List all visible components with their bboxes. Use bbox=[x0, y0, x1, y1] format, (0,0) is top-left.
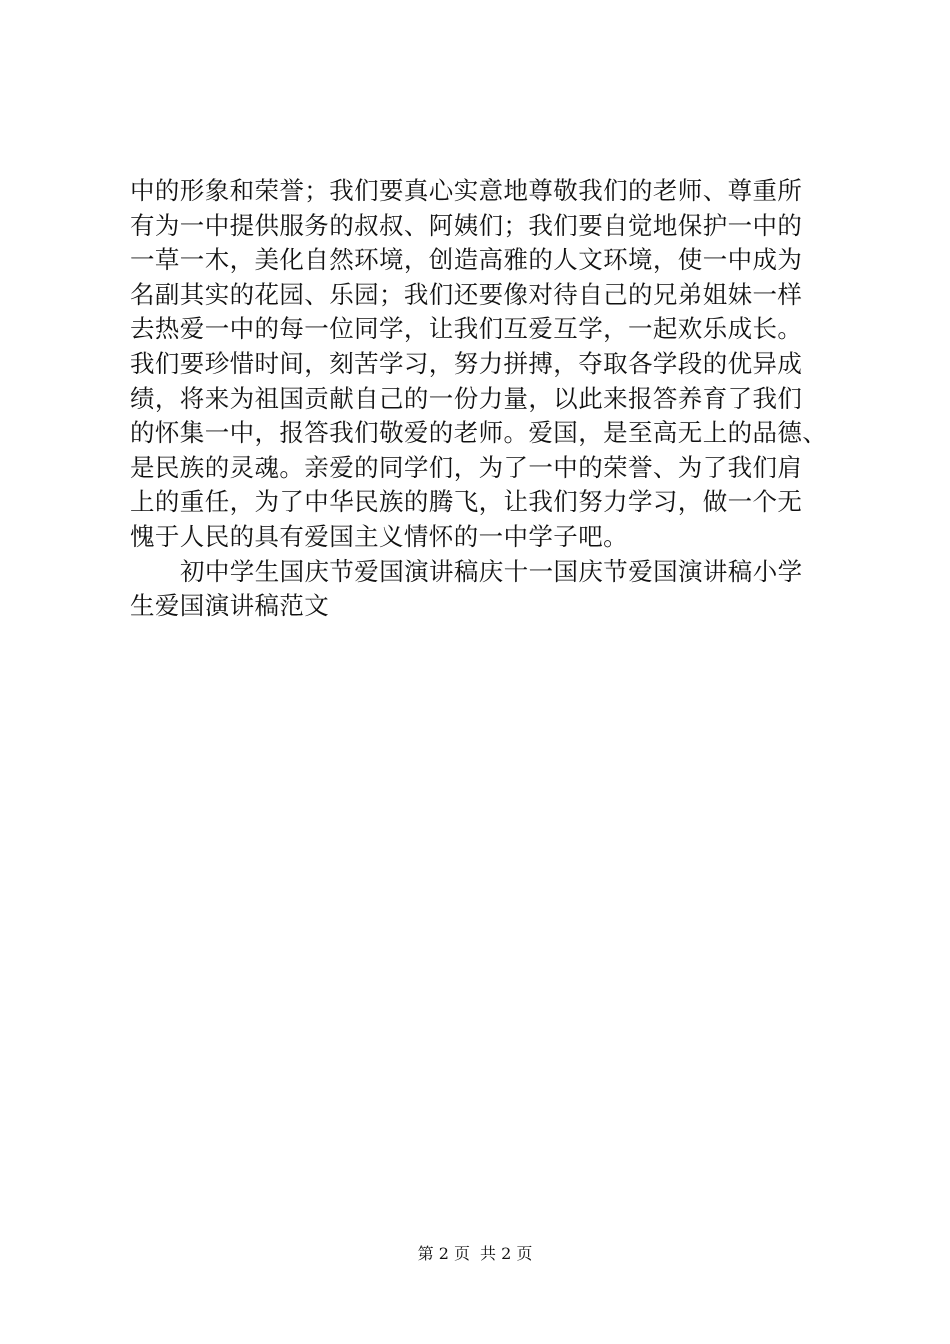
text-line: 名副其实的花园、乐园；我们还要像对待自己的兄弟姐妹一样 bbox=[130, 279, 803, 309]
paragraph-2 bbox=[130, 555, 850, 624]
page-total: 共 2 页 bbox=[480, 1244, 533, 1263]
text-line: 愧于人民的具有爱国主义情怀的一中学子吧。 bbox=[130, 521, 628, 551]
text-line: 中的形象和荣誉；我们要真心实意地尊敬我们的老师、尊重所 bbox=[130, 176, 803, 205]
text-line: 是民族的灵魂。亲爱的同学们，为了一中的荣誉、为了我们肩 bbox=[130, 452, 803, 482]
text-line: 一草一木，美化自然环境，创造高雅的人文环境，使一中成为 bbox=[130, 245, 803, 275]
body-text bbox=[130, 174, 850, 624]
page-number: 第 2 页 bbox=[417, 1244, 470, 1263]
text-line: 绩，将来为祖国贡献自己的一份力量，以此来报答养育了我们 bbox=[130, 383, 803, 413]
text-line: 初中学生国庆节爱国演讲稿庆十一国庆节爱国演讲稿小学 bbox=[180, 556, 803, 586]
page-footer bbox=[0, 1243, 950, 1265]
text-line: 我们要珍惜时间，刻苦学习，努力拼搏，夺取各学段的优异成 bbox=[130, 348, 803, 378]
text-line: 有为一中提供服务的叔叔、阿姨们；我们要自觉地保护一中的 bbox=[130, 210, 803, 240]
text-line: 去热爱一中的每一位同学，让我们互爱互学，一起欢乐成长。 bbox=[130, 314, 803, 344]
text-line: 生爱国演讲稿范文 bbox=[130, 591, 330, 621]
paragraph-1 bbox=[130, 174, 850, 555]
text-line: 的怀集一中，报答我们敬爱的老师。爱国，是至高无上的品德、 bbox=[130, 418, 828, 448]
text-line: 上的重任，为了中华民族的腾飞，让我们努力学习，做一个无 bbox=[130, 487, 803, 517]
